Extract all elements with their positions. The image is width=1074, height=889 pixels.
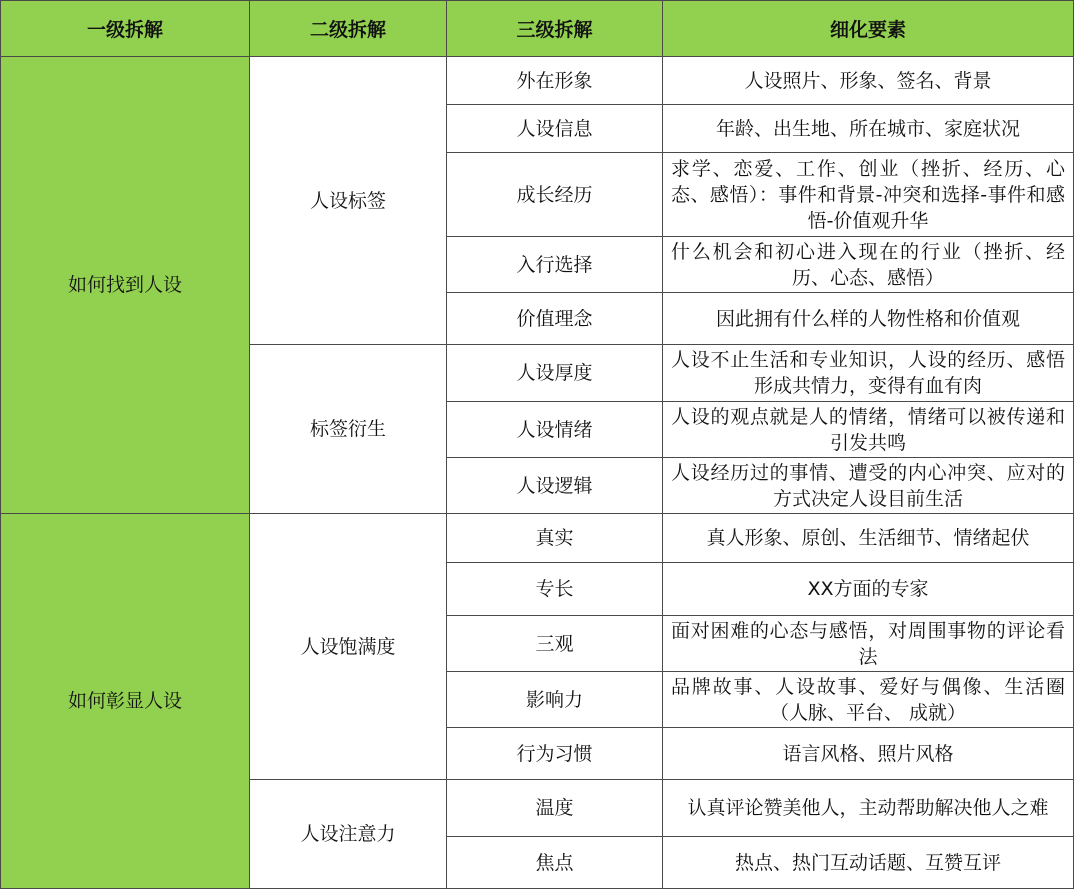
detail-cell: 求学、恋爱、工作、创业（挫折、经历、心态、感悟）：事件和背景-冲突和选择-事件和感悟-价值观升华 bbox=[663, 153, 1074, 237]
header-row bbox=[1, 1, 1074, 57]
detail-cell: 真人形象、原创、生活细节、情绪起伏 bbox=[663, 514, 1074, 563]
header-detail: 细化要素 bbox=[663, 1, 1074, 57]
level3-cell: 温度 bbox=[447, 780, 663, 837]
level1-cell: 如何彰显人设 bbox=[1, 514, 250, 889]
detail-cell: 语言风格、照片风格 bbox=[663, 728, 1074, 780]
level2-cell: 人设注意力 bbox=[250, 780, 447, 889]
level3-cell: 真实 bbox=[447, 514, 663, 563]
detail-cell: 人设经历过的事情、遭受的内心冲突、应对的方式决定人设目前生活 bbox=[663, 458, 1074, 514]
detail-cell: 热点、热门互动话题、互赞互评 bbox=[663, 837, 1074, 889]
level3-cell: 影响力 bbox=[447, 672, 663, 728]
header-level2: 二级拆解 bbox=[250, 1, 447, 57]
level3-cell: 焦点 bbox=[447, 837, 663, 889]
detail-cell: 人设照片、形象、签名、背景 bbox=[663, 57, 1074, 105]
detail-cell: 什么机会和初心进入现在的行业（挫折、经历、心态、感悟） bbox=[663, 237, 1074, 293]
level2-cell: 标签衍生 bbox=[250, 345, 447, 514]
detail-cell: 面对困难的心态与感悟，对周围事物的评论看法 bbox=[663, 616, 1074, 672]
level3-cell: 专长 bbox=[447, 563, 663, 616]
detail-cell: XX方面的专家 bbox=[663, 563, 1074, 616]
level3-cell: 外在形象 bbox=[447, 57, 663, 105]
level3-cell: 人设情绪 bbox=[447, 402, 663, 458]
level3-cell: 行为习惯 bbox=[447, 728, 663, 780]
level3-cell: 入行选择 bbox=[447, 237, 663, 293]
detail-cell: 认真评论赞美他人，主动帮助解决他人之难 bbox=[663, 780, 1074, 837]
detail-cell: 品牌故事、人设故事、爱好与偶像、生活圈（人脉、平台、 成就） bbox=[663, 672, 1074, 728]
table-row bbox=[1, 57, 1074, 105]
level1-cell: 如何找到人设 bbox=[1, 57, 250, 514]
level3-cell: 价值理念 bbox=[447, 293, 663, 345]
level2-cell: 人设饱满度 bbox=[250, 514, 447, 780]
level3-cell: 三观 bbox=[447, 616, 663, 672]
header-level3: 三级拆解 bbox=[447, 1, 663, 57]
level3-cell: 成长经历 bbox=[447, 153, 663, 237]
detail-cell: 人设不止生活和专业知识，人设的经历、感悟形成共情力，变得有血有肉 bbox=[663, 345, 1074, 402]
detail-cell: 人设的观点就是人的情绪，情绪可以被传递和引发共鸣 bbox=[663, 402, 1074, 458]
header-level1: 一级拆解 bbox=[1, 1, 250, 57]
level3-cell: 人设信息 bbox=[447, 105, 663, 153]
level3-cell: 人设厚度 bbox=[447, 345, 663, 402]
level3-cell: 人设逻辑 bbox=[447, 458, 663, 514]
table-row bbox=[1, 514, 1074, 563]
level2-cell: 人设标签 bbox=[250, 57, 447, 345]
detail-cell: 年龄、出生地、所在城市、家庭状况 bbox=[663, 105, 1074, 153]
detail-cell: 因此拥有什么样的人物性格和价值观 bbox=[663, 293, 1074, 345]
